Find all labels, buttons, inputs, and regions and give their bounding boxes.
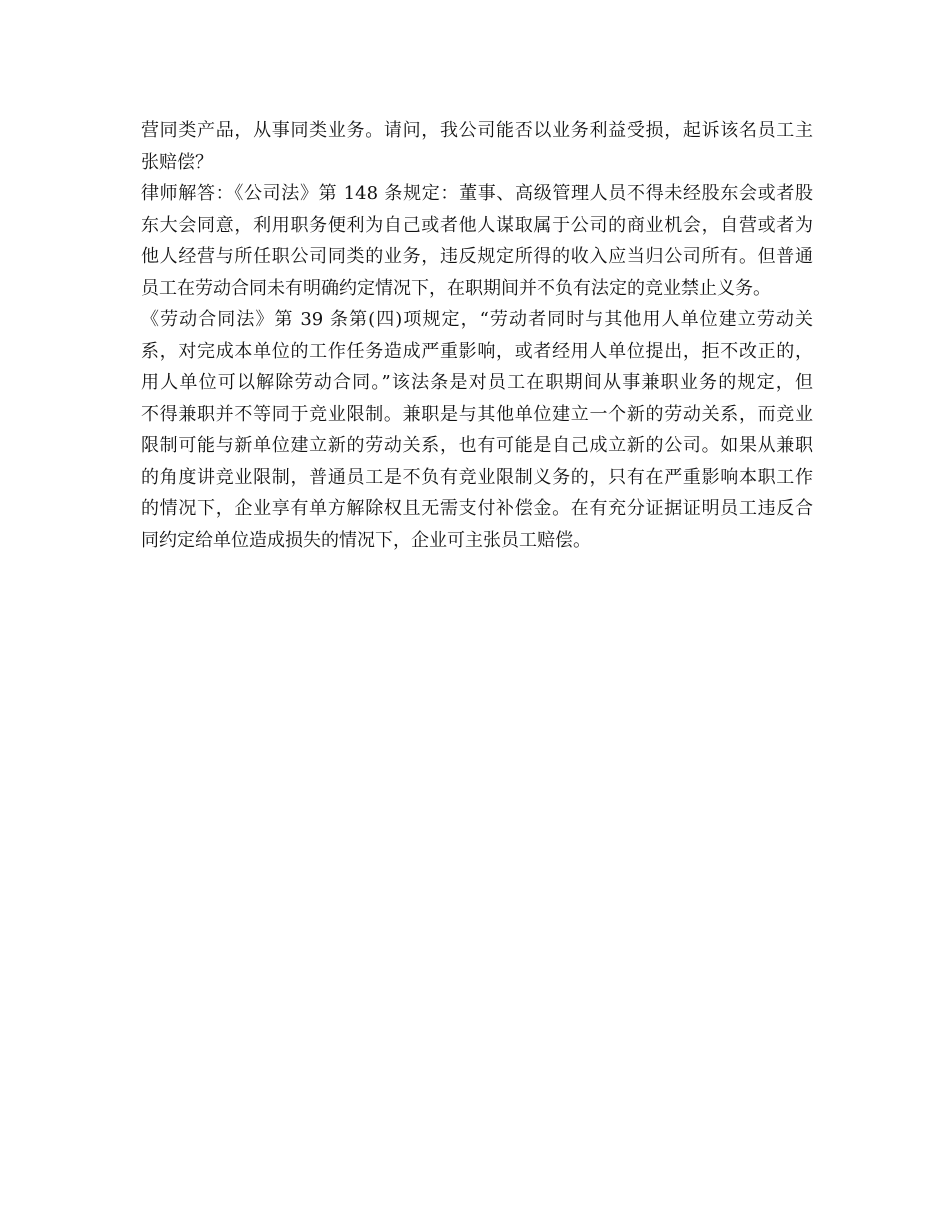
body-text [141,115,813,556]
text-line: 张赔偿？ [141,151,213,173]
text-line: 东大会同意，利用职务便利为自己或者他人谋取属于公司的商业机会，自营或者为 [141,214,813,236]
text-line: 他人经营与所任职公司同类的业务，违反规定所得的收入应当归公司所有。但普通 [141,246,813,267]
text-line: 律师解答：《公司法》第 148 条规定：董事、高级管理人员不得未经股东会或者股 [141,183,813,204]
text-line: 用人单位可以解除劳动合同。”该法条是对员工在职期间从事兼职业务的规定，但 [141,372,813,393]
text-line: 不得兼职并不等同于竞业限制。兼职是与其他单位建立一个新的劳动关系，而竞业 [141,403,813,425]
text-line: 的情况下，企业享有单方解除权且无需支付补偿金。在有充分证据证明员工违反合 [141,498,813,519]
text-line: 的角度讲竞业限制，普通员工是不负有竞业限制义务的，只有在严重影响本职工作 [141,466,813,488]
text-line: 限制可能与新单位建立新的劳动关系，也有可能是自己成立新的公司。如果从兼职 [141,435,813,456]
text-line: 员工在劳动合同未有明确约定情况下，在职期间并不负有法定的竞业禁止义务。 [141,277,771,299]
text-line: 系，对完成本单位的工作任务造成严重影响，或者经用人单位提出，拒不改正的， [141,340,813,362]
text-line: 营同类产品，从事同类业务。请问，我公司能否以业务利益受损，起诉该名员工主 [141,120,813,141]
text-line: 同约定给单位造成损失的情况下，企业可主张员工赔偿。 [141,529,591,551]
text-line: 《劳动合同法》第 39 条第(四)项规定，“劳动者同时与其他用人单位建立劳动关 [141,309,813,330]
